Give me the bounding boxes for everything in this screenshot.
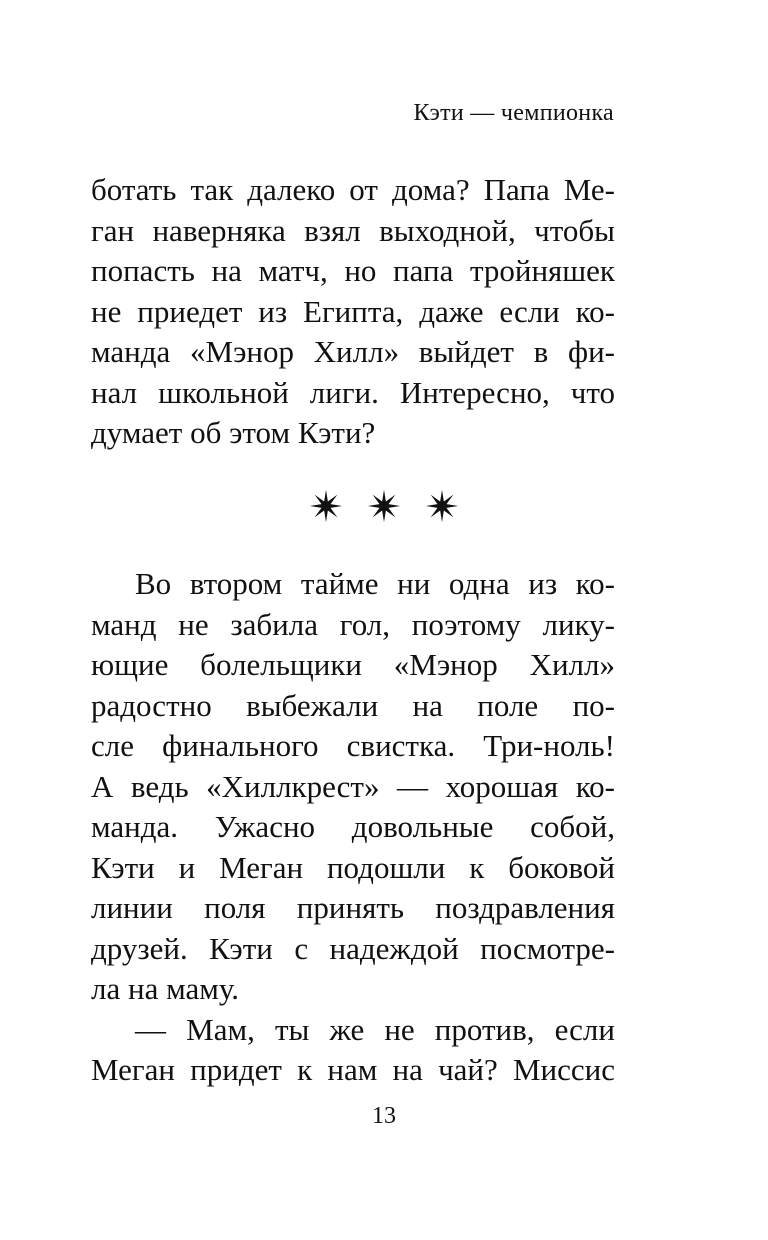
- star-icon: [367, 488, 401, 524]
- running-header: Кэти — чемпионка: [413, 100, 614, 126]
- text-line: манда. Ужасно довольные собой,: [91, 809, 615, 844]
- text-line: нал школьной лиги. Интересно, что: [91, 374, 615, 410]
- text-line: А ведь «Хиллкрест» — хорошая ко-: [91, 768, 615, 804]
- text-line: Кэти и Меган подошли к боковой: [91, 849, 615, 885]
- text-line: — Мам, ты же не против, если: [135, 1011, 615, 1047]
- section-separator: [0, 488, 768, 524]
- text-line: друзей. Кэти с надеждой посмотре-: [91, 930, 615, 966]
- page-number: 13: [372, 1103, 396, 1129]
- text-line: Во втором тайме ни одна из ко-: [135, 566, 615, 601]
- text-line: манд не забила гол, поэтому лику-: [91, 606, 615, 642]
- text-line: Меган придет к нам на чай? Миссис: [91, 1052, 615, 1087]
- star-icon: [425, 488, 459, 524]
- text-line: линии поля принять поздравления: [91, 890, 615, 925]
- text-line: думает об этом Кэти?: [91, 415, 376, 450]
- text-line: ющие болельщики «Мэнор Хилл»: [91, 647, 615, 682]
- text-line: сле финального свистка. Три-ноль!: [91, 728, 615, 763]
- text-line: ла на маму.: [91, 971, 240, 1006]
- text-line: ган наверняка взял выходной, чтобы: [91, 212, 615, 248]
- text-line: ботать так далеко от дома? Папа Ме-: [91, 172, 615, 207]
- paragraph: [91, 564, 615, 1091]
- text-line: попасть на матч, но папа тройняшек: [91, 253, 615, 288]
- text-line: манда «Мэнор Хилл» выйдет в фи-: [91, 334, 615, 369]
- paragraph-continued: [91, 170, 615, 454]
- star-icon: [309, 488, 343, 524]
- text-line: радостно выбежали на поле по-: [91, 687, 615, 723]
- text-line: не приедет из Египта, даже если ко-: [91, 293, 615, 329]
